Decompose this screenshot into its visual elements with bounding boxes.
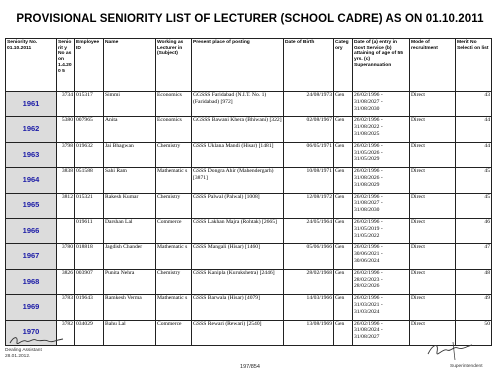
cell-sen: 1969 — [6, 295, 57, 320]
cell-dates: 26/02/1996 - 31/08/2026 - 31/08/2029 — [353, 168, 410, 193]
cell-mode: Direct — [410, 295, 456, 320]
cell-name: Sahi Ram — [104, 168, 156, 193]
cell-subject: Mathematic s — [156, 295, 192, 320]
column-header: Working as Lecturer in (Subject) — [156, 39, 192, 92]
cell-merit: 46 — [456, 218, 492, 243]
cell-old: 3812 — [57, 193, 75, 218]
cell-subject: Commerce — [156, 320, 192, 345]
cell-mode: Direct — [410, 168, 456, 193]
cell-merit: 45 — [456, 168, 492, 193]
table-row — [6, 320, 492, 345]
table-row — [6, 295, 492, 320]
table-body — [6, 92, 492, 346]
cell-cat: Gen — [334, 92, 353, 117]
page-number: 197/854 — [240, 364, 260, 370]
cell-posting: GSSS Mangali (Hisar) [1460] — [192, 244, 284, 269]
table-row — [6, 193, 492, 218]
table-row — [6, 218, 492, 243]
cell-merit: 47 — [456, 244, 492, 269]
cell-emp: 018818 — [75, 244, 104, 269]
table-row — [6, 269, 492, 294]
cell-emp: 015317 — [75, 92, 104, 117]
table-row — [6, 142, 492, 167]
cell-mode: Direct — [410, 117, 456, 142]
table-row — [6, 168, 492, 193]
cell-emp: 003907 — [75, 269, 104, 294]
cell-mode: Direct — [410, 244, 456, 269]
column-header: Seniorit y No as on 1.4.200 5 — [57, 39, 75, 92]
column-header: Name — [104, 39, 156, 92]
cell-sen: 1970 — [6, 320, 57, 345]
cell-posting: GSSS Uklana Mandi (Hisar) [1481] — [192, 142, 284, 167]
cell-cat: Gen — [334, 193, 353, 218]
cell-cat: Gen — [334, 218, 353, 243]
cell-posting: GSSS Dongra Ahir (Mahendergarh) [3871] — [192, 168, 284, 193]
dealing-assistant-label: Dealing Assistant — [5, 348, 42, 353]
cell-name: Rakesh Kumar — [104, 193, 156, 218]
cell-cat: Gen — [334, 142, 353, 167]
cell-posting: GSSS Barwala (Hisar) [4079] — [192, 295, 284, 320]
cell-posting: GGSSS Faridabad (N.I.T. No. 1) (Faridabad) [972] — [192, 92, 284, 117]
seniority-table — [5, 38, 492, 346]
cell-old: 3782 — [57, 320, 75, 345]
cell-dob: 02/08/1967 — [284, 117, 334, 142]
cell-merit: 48 — [456, 269, 492, 294]
cell-sen: 1965 — [6, 193, 57, 218]
cell-sen: 1968 — [6, 269, 57, 294]
cell-cat: Gen — [334, 168, 353, 193]
cell-name: Anita — [104, 117, 156, 142]
cell-dob: 06/05/1971 — [284, 142, 334, 167]
cell-dates: 26/02/1996 - 31/05/2019 - 31/05/2022 — [353, 218, 410, 243]
cell-posting: GSSS Lakhan Majra (Rohtak) [2665] — [192, 218, 284, 243]
cell-sen: 1967 — [6, 244, 57, 269]
cell-name: Bahu Lal — [104, 320, 156, 345]
cell-old — [57, 218, 75, 243]
cell-name: Punita Nehra — [104, 269, 156, 294]
cell-subject: Economics — [156, 117, 192, 142]
cell-merit: 45 — [456, 193, 492, 218]
cell-dates: 26/02/1996 - 30/06/2021 - 30/06/2024 — [353, 244, 410, 269]
cell-mode: Direct — [410, 92, 456, 117]
cell-cat: Gen — [334, 320, 353, 345]
cell-subject: Mathematic s — [156, 244, 192, 269]
cell-dob: 12/08/1972 — [284, 193, 334, 218]
cell-old: 3798 — [57, 142, 75, 167]
cell-posting: GGSSS Bawani Khera (Bhiwani) [322] — [192, 117, 284, 142]
cell-name: Jai Bhagwan — [104, 142, 156, 167]
cell-dates: 26/02/1996 - 28/02/2023 - 28/02/2026 — [353, 269, 410, 294]
cell-subject: Chemistry — [156, 269, 192, 294]
cell-mode: Direct — [410, 218, 456, 243]
column-header: Employee ID — [75, 39, 104, 92]
cell-emp: 007965 — [75, 117, 104, 142]
cell-dob: 10/08/1971 — [284, 168, 334, 193]
table-row — [6, 244, 492, 269]
cell-dates: 26/02/1996 - 31/08/2027 - 31/08/2030 — [353, 193, 410, 218]
cell-old: 3734 — [57, 92, 75, 117]
cell-dob: 05/06/1966 — [284, 244, 334, 269]
cell-emp: 019643 — [75, 295, 104, 320]
cell-merit: 49 — [456, 295, 492, 320]
cell-mode: Direct — [410, 320, 456, 345]
cell-name: Jagdish Chander — [104, 244, 156, 269]
cell-dates: 26/02/1996 - 31/03/2021 - 31/03/2024 — [353, 295, 410, 320]
cell-sen: 1964 — [6, 168, 57, 193]
column-header: Date of Birth — [284, 39, 334, 92]
cell-old: 3838 — [57, 168, 75, 193]
footer-left — [5, 348, 42, 360]
cell-dob: 24/05/1964 — [284, 218, 334, 243]
cell-name: Simmi — [104, 92, 156, 117]
cell-dates: 26/02/1996 - 31/08/2027 - 31/08/2030 — [353, 92, 410, 117]
cell-posting: GSSS Kanipla (Kurukshetra) [2446] — [192, 269, 284, 294]
cell-sen: 1962 — [6, 117, 57, 142]
cell-mode: Direct — [410, 269, 456, 294]
column-header: Date of (a) entry in Govt Service (b) attaining of age of 55 yrs. (c) Superannuation — [353, 39, 410, 92]
cell-merit: 43 — [456, 92, 492, 117]
cell-name: Darshan Lal — [104, 218, 156, 243]
table-row — [6, 117, 492, 142]
dealing-assistant-signature — [8, 333, 68, 349]
column-header: Mode of recruitment — [410, 39, 456, 92]
page-title: PROVISIONAL SENIORITY LIST OF LECTURER (SCHOOL CADRE) AS ON 01.10.2011 — [16, 13, 484, 25]
column-header: Seniority No. 01.10.2011 — [6, 39, 57, 92]
cell-dob: 13/08/1969 — [284, 320, 334, 345]
cell-dates: 26/02/1996 - 31/08/2022 - 31/08/2025 — [353, 117, 410, 142]
column-header: Present place of posting — [192, 39, 284, 92]
cell-mode: Direct — [410, 142, 456, 167]
cell-dob: 28/02/1968 — [284, 269, 334, 294]
cell-old: 3826 — [57, 269, 75, 294]
footer-date: 28.01.2012. — [5, 354, 31, 359]
column-header: Category — [334, 39, 353, 92]
table-header-row — [6, 39, 492, 92]
cell-old: 3783 — [57, 295, 75, 320]
cell-mode: Direct — [410, 193, 456, 218]
cell-sen: 1966 — [6, 218, 57, 243]
cell-sen: 1961 — [6, 92, 57, 117]
cell-cat: Gen — [334, 244, 353, 269]
cell-dob: 24/08/1973 — [284, 92, 334, 117]
cell-merit: 50 — [456, 320, 492, 345]
cell-subject: Chemistry — [156, 142, 192, 167]
table-row — [6, 92, 492, 117]
cell-subject: Mathematic s — [156, 168, 192, 193]
cell-dob: 14/03/1966 — [284, 295, 334, 320]
cell-dates: 26/02/1996 - 31/05/2026 - 31/05/2029 — [353, 142, 410, 167]
cell-cat: Gen — [334, 117, 353, 142]
cell-posting: GSSS Palwal (Palwal) [1008] — [192, 193, 284, 218]
cell-dates: 26/02/1996 - 31/08/2024 - 31/08/2027 — [353, 320, 410, 345]
cell-subject: Chemistry — [156, 193, 192, 218]
column-header: Merit No Selecti on list — [456, 39, 492, 92]
cell-emp: 019611 — [75, 218, 104, 243]
superintendent-signature — [425, 340, 475, 362]
cell-emp: 019632 — [75, 142, 104, 167]
cell-subject: Economics — [156, 92, 192, 117]
superintendent-label: Superintendent — [450, 364, 483, 369]
cell-emp: 051588 — [75, 168, 104, 193]
cell-subject: Commerce — [156, 218, 192, 243]
cell-cat: Gen — [334, 295, 353, 320]
cell-old: 5380 — [57, 117, 75, 142]
cell-emp: 015321 — [75, 193, 104, 218]
cell-old: 3780 — [57, 244, 75, 269]
cell-sen: 1963 — [6, 142, 57, 167]
cell-posting: GSSS Rewari (Rewari) [2540] — [192, 320, 284, 345]
cell-merit: 44 — [456, 142, 492, 167]
cell-cat: Gen — [334, 269, 353, 294]
cell-merit: 44 — [456, 117, 492, 142]
cell-name: Ramkesh Verma — [104, 295, 156, 320]
cell-emp: 034029 — [75, 320, 104, 345]
